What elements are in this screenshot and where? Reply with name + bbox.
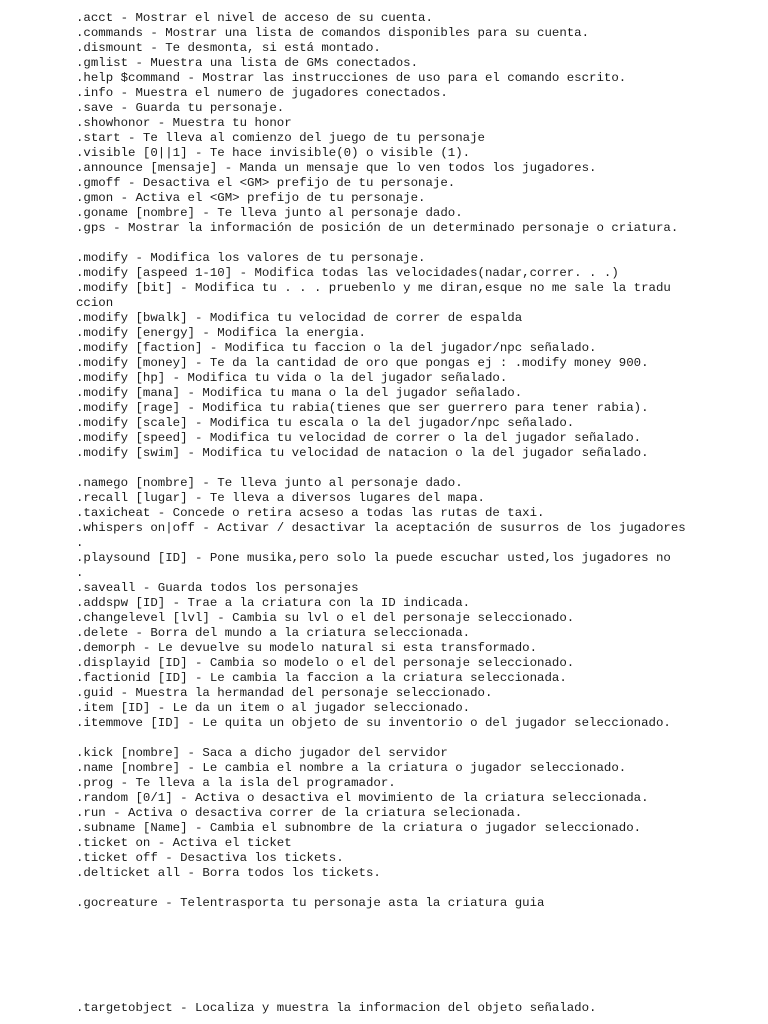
text-line: ccion [76,296,114,310]
text-line: .info - Muestra el numero de jugadores conectados. [76,86,448,100]
command-list [76,11,756,1016]
text-line: .gmon - Activa el <GM> prefijo de tu personaje. [76,191,426,205]
section-creature-commands [76,551,756,731]
text-line: .namego [nombre] - Te lleva junto al personaje dado. [76,476,463,490]
text-line: .commands - Mostrar una lista de comandos disponibles para su cuenta. [76,26,590,40]
section-basic-commands [76,11,756,236]
text-line: .ticket off - Desactiva los tickets. [76,851,344,865]
text-line: .modify [bit] - Modifica tu . . . pruebenlo y me diran,esque no me sale la tradu [76,281,671,295]
text-line: .delete - Borra del mundo a la criatura seleccionada. [76,626,471,640]
text-line: .showhonor - Muestra tu honor [76,116,292,130]
text-line: .goname [nombre] - Te lleva junto al personaje dado. [76,206,463,220]
text-line: .gmlist - Muestra una lista de GMs conectados. [76,56,419,70]
section-admin-commands [76,746,756,881]
text-line: .gmoff - Desactiva el <GM> prefijo de tu personaje. [76,176,456,190]
text-line: .kick [nombre] - Saca a dicho jugador del servidor [76,746,448,760]
text-line: .gocreature - Telentrasporta tu personaje asta la criatura guia [76,896,545,910]
text-line: .name [nombre] - Le cambia el nombre a la criatura o jugador seleccionado. [76,761,627,775]
text-line: .recall [lugar] - Te lleva a diversos lugares del mapa. [76,491,485,505]
text-line: .modify [mana] - Modifica tu mana o la del jugador señalado. [76,386,523,400]
text-line: .visible [0||1] - Te hace invisible(0) o visible (1). [76,146,471,160]
text-line: .modify - Modifica los valores de tu personaje. [76,251,426,265]
text-line: .modify [money] - Te da la cantidad de oro que pongas ej : .modify money 900. [76,356,649,370]
text-line: .saveall - Guarda todos los personajes [76,581,359,595]
text-line: .modify [speed] - Modifica tu velocidad de correr o la del jugador señalado. [76,431,642,445]
text-line: .modify [hp] - Modifica tu vida o la del jugador señalado. [76,371,508,385]
text-line: .announce [mensaje] - Manda un mensaje que lo ven todos los jugadores. [76,161,597,175]
text-line: .playsound [ID] - Pone musika,pero solo la puede escuchar usted,los jugadores no [76,551,671,565]
text-line: .modify [bwalk] - Modifica tu velocidad de correr de espalda [76,311,523,325]
text-line: .demorph - Le devuelve su modelo natural si esta transformado. [76,641,538,655]
paragraph-gap [76,731,756,746]
text-line: .acct - Mostrar el nivel de acceso de su cuenta. [76,11,433,25]
text-line: .prog - Te lleva a la isla del programador. [76,776,396,790]
text-line: .whispers on|off - Activar / desactivar la aceptación de susurros de los jugadores [76,521,686,535]
text-line: .modify [rage] - Modifica tu rabia(tienes que ser guerrero para tener rabia). [76,401,649,415]
text-line: .targetobject - Localiza y muestra la informacion del objeto señalado. [76,1001,597,1015]
text-line: .item [ID] - Le da un item o al jugador seleccionado. [76,701,471,715]
text-line: .itemmove [ID] - Le quita un objeto de su inventorio o del jugador seleccionado. [76,716,671,730]
text-line: .modify [swim] - Modifica tu velocidad de natacion o la del jugador señalado. [76,446,649,460]
text-line: .save - Guarda tu personaje. [76,101,285,115]
section-targetobject [76,1001,756,1016]
text-line: . [76,566,84,580]
text-line: .run - Activa o desactiva correr de la criatura selecionada. [76,806,523,820]
section-gocreature [76,896,756,911]
text-line: .dismount - Te desmonta, si está montado. [76,41,381,55]
text-line: .taxicheat - Concede o retira acseso a todas las rutas de taxi. [76,506,545,520]
text-line: .modify [scale] - Modifica tu escala o la del jugador/npc señalado. [76,416,575,430]
text-line: .ticket on - Activa el ticket [76,836,292,850]
text-line: .help $command - Mostrar las instrucciones de uso para el comando escrito. [76,71,627,85]
blank-space [76,911,756,1001]
text-line: .modify [faction] - Modifica tu faccion o la del jugador/npc señalado. [76,341,597,355]
text-line: .subname [Name] - Cambia el subnombre de la criatura o jugador seleccionado. [76,821,642,835]
text-line: .factionid [ID] - Le cambia la faccion a la criatura seleccionada. [76,671,567,685]
text-line: .start - Te lleva al comienzo del juego de tu personaje [76,131,485,145]
text-line: .random [0/1] - Activa o desactiva el movimiento de la criatura seleccionada. [76,791,649,805]
text-line: . [76,536,84,550]
text-line: .displayid [ID] - Cambia so modelo o el del personaje seleccionado. [76,656,575,670]
paragraph-gap [76,236,756,251]
text-line: .modify [aspeed 1-10] - Modifica todas las velocidades(nadar,correr. . .) [76,266,619,280]
text-line: .addspw [ID] - Trae a la criatura con la ID indicada. [76,596,471,610]
text-line: .changelevel [lvl] - Cambia su lvl o el del personaje seleccionado. [76,611,575,625]
text-line: .guid - Muestra la hermandad del personaje seleccionado. [76,686,493,700]
paragraph-gap [76,461,756,476]
paragraph-gap [76,881,756,896]
text-line: .delticket all - Borra todos los tickets. [76,866,381,880]
text-line: .modify [energy] - Modifica la energia. [76,326,366,340]
section-travel-commands [76,476,756,551]
text-line: .gps - Mostrar la información de posición de un determinado personaje o criatura. [76,221,679,235]
section-modify-commands [76,251,756,461]
